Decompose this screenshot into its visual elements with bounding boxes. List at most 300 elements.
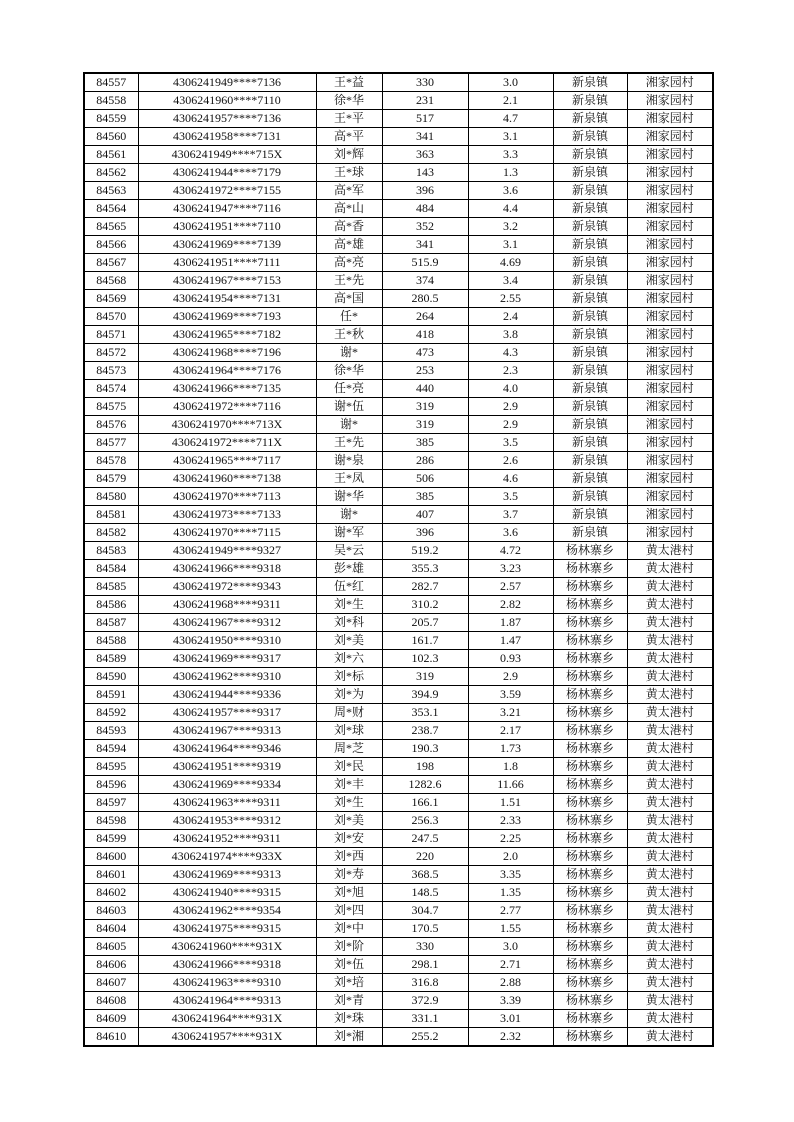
id-number-cell: 4306241957****7136 — [138, 110, 316, 128]
township-cell: 杨林寨乡 — [553, 812, 627, 830]
serial-number-cell: 84588 — [84, 632, 138, 650]
township-cell: 新泉镇 — [553, 92, 627, 110]
serial-number-cell: 84576 — [84, 416, 138, 434]
value-cell: 0.93 — [468, 650, 553, 668]
serial-number-cell: 84610 — [84, 1028, 138, 1047]
village-cell: 黄太港村 — [627, 668, 713, 686]
serial-number-cell: 84578 — [84, 452, 138, 470]
table-row — [84, 776, 713, 794]
village-cell: 黄太港村 — [627, 956, 713, 974]
id-number-cell: 4306241957****9317 — [138, 704, 316, 722]
amount-cell: 330 — [382, 938, 468, 956]
amount-cell: 330 — [382, 73, 468, 92]
township-cell: 新泉镇 — [553, 524, 627, 542]
village-cell: 黄太港村 — [627, 848, 713, 866]
village-cell: 黄太港村 — [627, 614, 713, 632]
serial-number-cell: 84607 — [84, 974, 138, 992]
name-cell: 高*平 — [316, 128, 382, 146]
amount-cell: 331.1 — [382, 1010, 468, 1028]
township-cell: 新泉镇 — [553, 470, 627, 488]
value-cell: 2.82 — [468, 596, 553, 614]
table-row — [84, 92, 713, 110]
village-cell: 湘家园村 — [627, 416, 713, 434]
township-cell: 新泉镇 — [553, 398, 627, 416]
village-cell: 湘家园村 — [627, 452, 713, 470]
table-row — [84, 866, 713, 884]
id-number-cell: 4306241940****9315 — [138, 884, 316, 902]
amount-cell: 341 — [382, 236, 468, 254]
value-cell: 3.01 — [468, 1010, 553, 1028]
township-cell: 杨林寨乡 — [553, 722, 627, 740]
name-cell: 刘*寿 — [316, 866, 382, 884]
amount-cell: 407 — [382, 506, 468, 524]
id-number-cell: 4306241967****9312 — [138, 614, 316, 632]
value-cell: 4.4 — [468, 200, 553, 218]
table-row — [84, 578, 713, 596]
village-cell: 黄太港村 — [627, 992, 713, 1010]
amount-cell: 484 — [382, 200, 468, 218]
name-cell: 刘*培 — [316, 974, 382, 992]
village-cell: 湘家园村 — [627, 290, 713, 308]
id-number-cell: 4306241972****7155 — [138, 182, 316, 200]
value-cell: 1.3 — [468, 164, 553, 182]
village-cell: 黄太港村 — [627, 974, 713, 992]
id-number-cell: 4306241966****9318 — [138, 560, 316, 578]
township-cell: 杨林寨乡 — [553, 758, 627, 776]
name-cell: 刘*六 — [316, 650, 382, 668]
village-cell: 黄太港村 — [627, 722, 713, 740]
amount-cell: 506 — [382, 470, 468, 488]
value-cell: 3.0 — [468, 73, 553, 92]
table-row — [84, 73, 713, 92]
amount-cell: 304.7 — [382, 902, 468, 920]
name-cell: 王*先 — [316, 434, 382, 452]
village-cell: 黄太港村 — [627, 902, 713, 920]
id-number-cell: 4306241949****715X — [138, 146, 316, 164]
serial-number-cell: 84567 — [84, 254, 138, 272]
amount-cell: 280.5 — [382, 290, 468, 308]
name-cell: 徐*华 — [316, 362, 382, 380]
amount-cell: 319 — [382, 668, 468, 686]
amount-cell: 353.1 — [382, 704, 468, 722]
village-cell: 黄太港村 — [627, 920, 713, 938]
township-cell: 杨林寨乡 — [553, 740, 627, 758]
value-cell: 3.39 — [468, 992, 553, 1010]
serial-number-cell: 84572 — [84, 344, 138, 362]
name-cell: 伍*红 — [316, 578, 382, 596]
name-cell: 谢* — [316, 344, 382, 362]
township-cell: 杨林寨乡 — [553, 902, 627, 920]
id-number-cell: 4306241960****7110 — [138, 92, 316, 110]
serial-number-cell: 84568 — [84, 272, 138, 290]
value-cell: 11.66 — [468, 776, 553, 794]
township-cell: 杨林寨乡 — [553, 794, 627, 812]
serial-number-cell: 84564 — [84, 200, 138, 218]
village-cell: 湘家园村 — [627, 200, 713, 218]
township-cell: 杨林寨乡 — [553, 848, 627, 866]
township-cell: 新泉镇 — [553, 362, 627, 380]
township-cell: 杨林寨乡 — [553, 1028, 627, 1047]
township-cell: 杨林寨乡 — [553, 614, 627, 632]
value-cell: 2.77 — [468, 902, 553, 920]
serial-number-cell: 84577 — [84, 434, 138, 452]
village-cell: 黄太港村 — [627, 884, 713, 902]
village-cell: 黄太港村 — [627, 794, 713, 812]
amount-cell: 256.3 — [382, 812, 468, 830]
name-cell: 谢* — [316, 506, 382, 524]
village-cell: 湘家园村 — [627, 308, 713, 326]
table-row — [84, 1028, 713, 1047]
name-cell: 王*益 — [316, 73, 382, 92]
name-cell: 谢*华 — [316, 488, 382, 506]
serial-number-cell: 84579 — [84, 470, 138, 488]
amount-cell: 396 — [382, 182, 468, 200]
serial-number-cell: 84594 — [84, 740, 138, 758]
township-cell: 新泉镇 — [553, 380, 627, 398]
serial-number-cell: 84559 — [84, 110, 138, 128]
name-cell: 任* — [316, 308, 382, 326]
township-cell: 新泉镇 — [553, 272, 627, 290]
serial-number-cell: 84574 — [84, 380, 138, 398]
township-cell: 新泉镇 — [553, 182, 627, 200]
table-row — [84, 848, 713, 866]
amount-cell: 310.2 — [382, 596, 468, 614]
id-number-cell: 4306241967****9313 — [138, 722, 316, 740]
id-number-cell: 4306241969****9313 — [138, 866, 316, 884]
village-cell: 湘家园村 — [627, 73, 713, 92]
table-row — [84, 956, 713, 974]
amount-cell: 396 — [382, 524, 468, 542]
id-number-cell: 4306241949****9327 — [138, 542, 316, 560]
serial-number-cell: 84570 — [84, 308, 138, 326]
township-cell: 杨林寨乡 — [553, 956, 627, 974]
township-cell: 杨林寨乡 — [553, 992, 627, 1010]
value-cell: 2.1 — [468, 92, 553, 110]
serial-number-cell: 84582 — [84, 524, 138, 542]
serial-number-cell: 84603 — [84, 902, 138, 920]
village-cell: 湘家园村 — [627, 434, 713, 452]
value-cell: 2.25 — [468, 830, 553, 848]
village-cell: 湘家园村 — [627, 344, 713, 362]
id-number-cell: 4306241969****9317 — [138, 650, 316, 668]
id-number-cell: 4306241949****7136 — [138, 73, 316, 92]
value-cell: 3.35 — [468, 866, 553, 884]
serial-number-cell: 84560 — [84, 128, 138, 146]
amount-cell: 394.9 — [382, 686, 468, 704]
id-number-cell: 4306241965****7182 — [138, 326, 316, 344]
id-number-cell: 4306241962****9310 — [138, 668, 316, 686]
village-cell: 湘家园村 — [627, 182, 713, 200]
value-cell: 2.3 — [468, 362, 553, 380]
value-cell: 3.59 — [468, 686, 553, 704]
value-cell: 3.0 — [468, 938, 553, 956]
table-row — [84, 200, 713, 218]
village-cell: 黄太港村 — [627, 578, 713, 596]
value-cell: 1.51 — [468, 794, 553, 812]
table-row — [84, 794, 713, 812]
amount-cell: 374 — [382, 272, 468, 290]
village-cell: 黄太港村 — [627, 542, 713, 560]
name-cell: 谢*泉 — [316, 452, 382, 470]
amount-cell: 282.7 — [382, 578, 468, 596]
id-number-cell: 4306241966****7135 — [138, 380, 316, 398]
name-cell: 刘*美 — [316, 632, 382, 650]
amount-cell: 519.2 — [382, 542, 468, 560]
name-cell: 谢* — [316, 416, 382, 434]
value-cell: 2.9 — [468, 668, 553, 686]
id-number-cell: 4306241947****7116 — [138, 200, 316, 218]
id-number-cell: 4306241944****7179 — [138, 164, 316, 182]
amount-cell: 355.3 — [382, 560, 468, 578]
id-number-cell: 4306241963****9311 — [138, 794, 316, 812]
id-number-cell: 4306241973****7133 — [138, 506, 316, 524]
township-cell: 杨林寨乡 — [553, 542, 627, 560]
table-row — [84, 974, 713, 992]
township-cell: 新泉镇 — [553, 164, 627, 182]
name-cell: 刘*科 — [316, 614, 382, 632]
value-cell: 3.2 — [468, 218, 553, 236]
amount-cell: 368.5 — [382, 866, 468, 884]
table-row — [84, 668, 713, 686]
village-cell: 黄太港村 — [627, 596, 713, 614]
table-row — [84, 380, 713, 398]
serial-number-cell: 84589 — [84, 650, 138, 668]
name-cell: 谢*军 — [316, 524, 382, 542]
name-cell: 高*雄 — [316, 236, 382, 254]
serial-number-cell: 84569 — [84, 290, 138, 308]
amount-cell: 298.1 — [382, 956, 468, 974]
name-cell: 刘*中 — [316, 920, 382, 938]
village-cell: 湘家园村 — [627, 470, 713, 488]
village-cell: 湘家园村 — [627, 326, 713, 344]
name-cell: 彭*雄 — [316, 560, 382, 578]
table-row — [84, 344, 713, 362]
serial-number-cell: 84558 — [84, 92, 138, 110]
serial-number-cell: 84583 — [84, 542, 138, 560]
value-cell: 1.73 — [468, 740, 553, 758]
name-cell: 王*秋 — [316, 326, 382, 344]
name-cell: 刘*生 — [316, 794, 382, 812]
id-number-cell: 4306241958****7131 — [138, 128, 316, 146]
village-cell: 湘家园村 — [627, 236, 713, 254]
township-cell: 新泉镇 — [553, 326, 627, 344]
name-cell: 王*凤 — [316, 470, 382, 488]
id-number-cell: 4306241951****7110 — [138, 218, 316, 236]
table-row — [84, 632, 713, 650]
serial-number-cell: 84581 — [84, 506, 138, 524]
serial-number-cell: 84601 — [84, 866, 138, 884]
serial-number-cell: 84598 — [84, 812, 138, 830]
serial-number-cell: 84592 — [84, 704, 138, 722]
serial-number-cell: 84608 — [84, 992, 138, 1010]
value-cell: 2.6 — [468, 452, 553, 470]
id-number-cell: 4306241968****7196 — [138, 344, 316, 362]
township-cell: 新泉镇 — [553, 506, 627, 524]
serial-number-cell: 84600 — [84, 848, 138, 866]
township-cell: 杨林寨乡 — [553, 938, 627, 956]
id-number-cell: 4306241969****9334 — [138, 776, 316, 794]
table-row — [84, 362, 713, 380]
table-row — [84, 884, 713, 902]
serial-number-cell: 84563 — [84, 182, 138, 200]
serial-number-cell: 84609 — [84, 1010, 138, 1028]
table-row — [84, 812, 713, 830]
id-number-cell: 4306241960****931X — [138, 938, 316, 956]
table-row — [84, 272, 713, 290]
village-cell: 黄太港村 — [627, 704, 713, 722]
table-row — [84, 524, 713, 542]
id-number-cell: 4306241969****7139 — [138, 236, 316, 254]
township-cell: 新泉镇 — [553, 110, 627, 128]
name-cell: 刘*生 — [316, 596, 382, 614]
name-cell: 刘*阶 — [316, 938, 382, 956]
village-cell: 黄太港村 — [627, 740, 713, 758]
id-number-cell: 4306241951****7111 — [138, 254, 316, 272]
name-cell: 刘*球 — [316, 722, 382, 740]
village-cell: 湘家园村 — [627, 254, 713, 272]
serial-number-cell: 84580 — [84, 488, 138, 506]
township-cell: 杨林寨乡 — [553, 668, 627, 686]
village-cell: 湘家园村 — [627, 380, 713, 398]
serial-number-cell: 84587 — [84, 614, 138, 632]
village-cell: 黄太港村 — [627, 560, 713, 578]
name-cell: 刘*丰 — [316, 776, 382, 794]
village-cell: 湘家园村 — [627, 398, 713, 416]
table-row — [84, 704, 713, 722]
township-cell: 新泉镇 — [553, 434, 627, 452]
value-cell: 1.35 — [468, 884, 553, 902]
name-cell: 刘*民 — [316, 758, 382, 776]
id-number-cell: 4306241952****9311 — [138, 830, 316, 848]
id-number-cell: 4306241970****713X — [138, 416, 316, 434]
township-cell: 新泉镇 — [553, 344, 627, 362]
township-cell: 新泉镇 — [553, 200, 627, 218]
id-number-cell: 4306241950****9310 — [138, 632, 316, 650]
amount-cell: 372.9 — [382, 992, 468, 1010]
amount-cell: 161.7 — [382, 632, 468, 650]
amount-cell: 517 — [382, 110, 468, 128]
table-row — [84, 254, 713, 272]
village-cell: 湘家园村 — [627, 506, 713, 524]
village-cell: 湘家园村 — [627, 362, 713, 380]
value-cell: 2.32 — [468, 1028, 553, 1047]
amount-cell: 247.5 — [382, 830, 468, 848]
id-number-cell: 4306241963****9310 — [138, 974, 316, 992]
table-row — [84, 596, 713, 614]
id-number-cell: 4306241954****7131 — [138, 290, 316, 308]
serial-number-cell: 84606 — [84, 956, 138, 974]
value-cell: 4.72 — [468, 542, 553, 560]
id-number-cell: 4306241972****7116 — [138, 398, 316, 416]
name-cell: 刘*珠 — [316, 1010, 382, 1028]
table-row — [84, 722, 713, 740]
serial-number-cell: 84597 — [84, 794, 138, 812]
id-number-cell: 4306241944****9336 — [138, 686, 316, 704]
value-cell: 2.17 — [468, 722, 553, 740]
table-row — [84, 902, 713, 920]
township-cell: 杨林寨乡 — [553, 650, 627, 668]
value-cell: 3.1 — [468, 236, 553, 254]
village-cell: 湘家园村 — [627, 488, 713, 506]
township-cell: 杨林寨乡 — [553, 686, 627, 704]
table-row — [84, 218, 713, 236]
name-cell: 刘*西 — [316, 848, 382, 866]
village-cell: 湘家园村 — [627, 110, 713, 128]
amount-cell: 231 — [382, 92, 468, 110]
value-cell: 3.1 — [468, 128, 553, 146]
amount-cell: 264 — [382, 308, 468, 326]
name-cell: 刘*美 — [316, 812, 382, 830]
value-cell: 3.8 — [468, 326, 553, 344]
id-number-cell: 4306241968****9311 — [138, 596, 316, 614]
value-cell: 3.5 — [468, 434, 553, 452]
table-row — [84, 236, 713, 254]
village-cell: 湘家园村 — [627, 524, 713, 542]
id-number-cell: 4306241951****9319 — [138, 758, 316, 776]
amount-cell: 102.3 — [382, 650, 468, 668]
value-cell: 2.88 — [468, 974, 553, 992]
township-cell: 新泉镇 — [553, 128, 627, 146]
township-cell: 杨林寨乡 — [553, 974, 627, 992]
serial-number-cell: 84599 — [84, 830, 138, 848]
id-number-cell: 4306241974****933X — [138, 848, 316, 866]
village-cell: 黄太港村 — [627, 650, 713, 668]
value-cell: 2.57 — [468, 578, 553, 596]
table-row — [84, 542, 713, 560]
serial-number-cell: 84565 — [84, 218, 138, 236]
id-number-cell: 4306241967****7153 — [138, 272, 316, 290]
name-cell: 高*国 — [316, 290, 382, 308]
name-cell: 谢*伍 — [316, 398, 382, 416]
village-cell: 黄太港村 — [627, 1028, 713, 1047]
table-row — [84, 326, 713, 344]
name-cell: 刘*湘 — [316, 1028, 382, 1047]
id-number-cell: 4306241975****9315 — [138, 920, 316, 938]
serial-number-cell: 84595 — [84, 758, 138, 776]
township-cell: 新泉镇 — [553, 416, 627, 434]
id-number-cell: 4306241970****7115 — [138, 524, 316, 542]
township-cell: 杨林寨乡 — [553, 866, 627, 884]
village-cell: 黄太港村 — [627, 830, 713, 848]
table-row — [84, 164, 713, 182]
township-cell: 杨林寨乡 — [553, 578, 627, 596]
id-number-cell: 4306241972****711X — [138, 434, 316, 452]
table-row — [84, 506, 713, 524]
value-cell: 1.47 — [468, 632, 553, 650]
table-row — [84, 290, 713, 308]
amount-cell: 1282.6 — [382, 776, 468, 794]
name-cell: 刘*旭 — [316, 884, 382, 902]
village-cell: 黄太港村 — [627, 938, 713, 956]
name-cell: 刘*伍 — [316, 956, 382, 974]
amount-cell: 205.7 — [382, 614, 468, 632]
table-row — [84, 830, 713, 848]
id-number-cell: 4306241964****9313 — [138, 992, 316, 1010]
table-row — [84, 182, 713, 200]
id-number-cell: 4306241957****931X — [138, 1028, 316, 1047]
serial-number-cell: 84566 — [84, 236, 138, 254]
village-cell: 黄太港村 — [627, 758, 713, 776]
amount-cell: 385 — [382, 488, 468, 506]
amount-cell: 255.2 — [382, 1028, 468, 1047]
amount-cell: 473 — [382, 344, 468, 362]
value-cell: 3.7 — [468, 506, 553, 524]
amount-cell: 316.8 — [382, 974, 468, 992]
table-row — [84, 938, 713, 956]
amount-cell: 170.5 — [382, 920, 468, 938]
value-cell: 2.33 — [468, 812, 553, 830]
value-cell: 3.6 — [468, 182, 553, 200]
